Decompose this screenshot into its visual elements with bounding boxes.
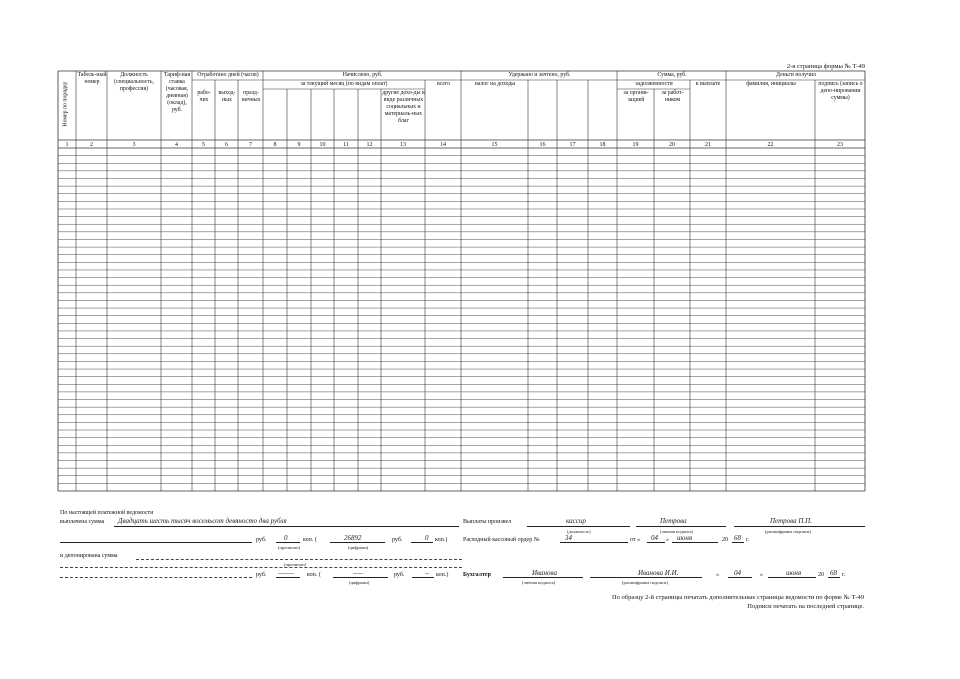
accountant-decoding: Иванова И.И. [638,569,679,577]
col-signature-header: подпись (запись о депо-нировании суммы) [818,81,863,102]
decoding-value: Петрова П.П. [770,517,812,525]
footer-note-2: Подписи печатать на последней странице. [747,603,864,610]
col-org-debt-header: за органи-зацией [623,90,649,104]
acc-date-month: июня [786,569,802,577]
rub2-label: руб. [392,537,403,543]
column-number: 17 [569,142,576,148]
deposited-words-caption: (прописью) [284,562,307,567]
rub-words-caption: (прописью) [278,545,301,550]
acc-date-year: 68 [830,569,837,577]
column-number: 6 [225,142,228,148]
column-number: 8 [273,142,277,148]
date-year-prefix: 20 [722,537,728,543]
date-from-label: от « [630,537,641,543]
column-number: 5 [202,142,205,148]
date-month-line [672,542,718,543]
acc-date-open: « [716,572,719,578]
kop-line [411,542,433,543]
column-number: 15 [491,142,498,148]
column-number: 16 [539,142,546,148]
date-year-line [732,542,744,543]
dep-rub-value: -------- [278,571,294,577]
column-number: 19 [632,142,639,148]
dep-kop-label: коп. ( [307,572,321,578]
accountant-decoding-caption: (расшифровка подписи) [622,580,668,585]
accountant-signature-line [503,577,583,578]
col-income-tax-header: налог на доходы [474,81,516,87]
col-other-income-header: другие дохо-ды в виде различных социальных и материаль-ных благ [382,90,425,125]
col-total-header: всего [436,81,451,87]
sum-header: Сумма, руб. [657,72,687,78]
acc-date-day-line [728,577,752,578]
column-number: 4 [175,142,178,148]
rub-label: руб. [256,537,267,543]
column-number: 14 [440,142,446,148]
paid-by-label: Выплаты произвел [463,519,512,525]
column-number: 23 [837,142,843,148]
rub-value: 0 [284,534,288,542]
column-number: 7 [249,142,252,148]
date-g: г. [746,537,750,543]
decoding-line [734,526,865,527]
col-rate-header: Тариф-ная ставка (часовая, дневная) (оклад), руб. [164,72,190,114]
position-line [527,526,630,527]
footer-intro: По настоящей платежной ведомости [60,510,154,516]
col-name-header: фамилия, инициалы [746,81,796,87]
kop-value: 0 [425,534,429,542]
digits-caption: (цифрами) [348,545,369,550]
deposited-words-line [60,577,252,578]
date-month: июня [677,534,693,542]
dep-digits-line [333,577,388,578]
digits-line [330,542,385,543]
column-number: 2 [90,142,93,148]
paid-sum-label: выплачена сумма [60,519,105,525]
cash-order-label: Расходный кассовый ордер № [463,537,540,543]
column-number: 12 [366,142,373,148]
decoding-caption: (расшифровка подписи) [765,529,811,534]
date-year: 68 [734,534,741,542]
date-close-quote: » [666,537,669,543]
acc-date-year-line [828,577,840,578]
rub-line [276,542,300,543]
col-weekend-header: выход-ных [218,90,236,104]
date-day: 04 [651,534,658,542]
acc-date-g: г. [842,572,846,578]
position-caption: (должность) [567,529,591,534]
dep-kop-value: -- [425,571,429,577]
dep-rub-label: руб. [256,572,267,578]
paid-sum-words: Двадцать шесть тысяч восемьсот девяносто два рубля [118,517,287,525]
dep-kop-line [412,577,434,578]
worked-days-header: Отработано дней (часов) [197,72,259,78]
column-number: 18 [599,142,606,148]
footer-note-1: По образцу 2-й страницы печатать дополнительные страницы ведомости по форме № Т-49 [611,594,864,601]
deposited-label: и депонирована сумма [60,553,118,559]
accountant-label: Бухгалтер [463,572,491,578]
acc-date-day: 04 [734,569,741,577]
column-number: 21 [705,142,711,148]
cash-order-line [560,542,628,543]
deposited-line [136,559,462,560]
dep-rub2-label: руб. [394,572,405,578]
accountant-signature-caption: (личная подпись) [522,580,556,585]
column-number: 11 [343,142,349,148]
col-holiday-header: празд-ничных [241,90,261,104]
dep-rub-line [276,577,300,578]
kop2-label: коп.) [435,537,448,543]
cash-order-number: 34 [565,534,572,542]
column-number: 9 [297,142,301,148]
dep-kop-close: коп.) [436,572,449,578]
column-number: 1 [65,142,69,148]
col-payable-header: к выплате [695,81,721,87]
accrued-header: Начислено, руб. [342,72,383,78]
col-employee-debt-header: за работ-ником [661,90,684,104]
form-reference: 2-я страница формы № Т-49 [786,63,865,70]
signature-value: Петрова [660,517,687,525]
kop-label: коп. ( [303,537,317,543]
dep-digits-value: ----- [353,571,363,577]
column-number: 13 [400,142,406,148]
acc-date-month-line [768,577,816,578]
debt-header: задолженности [635,81,673,87]
date-day-line [647,542,665,543]
paid-sum-line [114,526,459,527]
signature-caption: (личная подпись) [660,529,694,534]
col-tab-number-header: Табель-ный номер [77,72,107,86]
acc-date-close: » [760,572,763,578]
accountant-decoding-line [590,577,702,578]
acc-date-year-prefix: 20 [818,572,824,578]
received-header: Деньги получил [776,72,816,78]
accountant-signature: Иванова [532,569,558,577]
position-value: кассир [566,517,586,525]
col-number-header: Номер по порядку [62,81,69,127]
column-number: 10 [319,142,326,148]
current-month-header: за текущий месяц (по видам оплат) [300,81,388,87]
col-position-header: Должность (специальность, профессия) [114,72,154,93]
col-workdays-header: рабо-чих [197,90,211,104]
paid-words-line2 [60,542,252,543]
column-number: 22 [767,142,774,148]
digits-value: 26892 [344,534,362,542]
deposited-line2 [60,567,462,568]
column-number: 20 [669,142,675,148]
column-number: 3 [132,142,136,148]
signature-line [636,526,726,527]
withheld-header: Удержано и зачтено, руб. [508,72,571,78]
dep-digits-caption: (цифрами) [349,580,370,585]
